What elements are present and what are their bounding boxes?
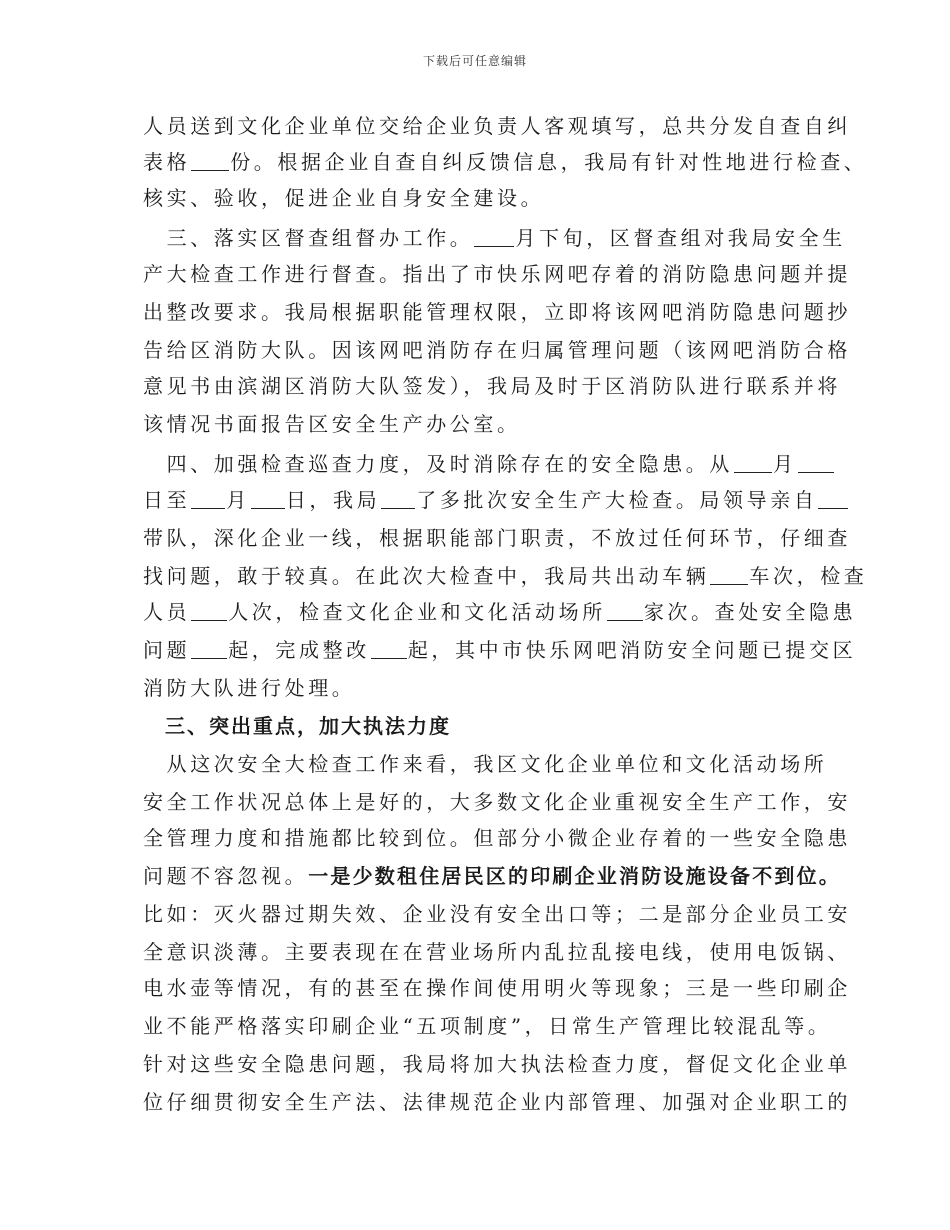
text-line: 带队，深化企业一线，根据职能部门职责，不放过任何环节，仔细查 [143, 526, 851, 550]
text-line: 表格 份。根据企业自查自纠反馈信息，我局有针对性地进行检查、 [143, 150, 868, 174]
fill-in-blank[interactable] [818, 490, 848, 509]
text-line: 该情况书面报告区安全生产办公室。 [143, 412, 521, 436]
fill-in-blank[interactable] [191, 152, 229, 171]
bold-highlight: 一是少数租住居民区的印刷企业消防设施设备不到位。 [308, 864, 842, 888]
fill-in-blank[interactable] [607, 602, 643, 621]
text-line: 人员送到文化企业单位交给企业负责人客观填写，总共分发自查自纠 [143, 114, 851, 138]
text-line: 找问题，敢于较真。在此次大检查中，我局共出动车辆 车次，检查 [143, 564, 868, 588]
text-line: 告给区消防大队。因该网吧消防存在归属管理问题（该网吧消防合格 [143, 338, 851, 362]
fill-in-blank[interactable] [798, 454, 834, 473]
fill-in-blank[interactable] [474, 228, 514, 247]
text-line: 三、落实区督查组督办工作。 月下旬，区督查组对我局安全生 [143, 226, 846, 250]
text-line: 位仔细贯彻安全生产法、法律规范企业内部管理、加强对企业职工的 [143, 1090, 851, 1114]
text-line: 安全工作状况总体上是好的，大多数文化企业重视安全生产工作，安 [143, 790, 851, 814]
text-line: 全意识淡薄。主要表现在在营业场所内乱拉乱接电线，使用电饭锅、 [143, 940, 851, 964]
text-line: 比如：灭火器过期失效、企业没有安全出口等；二是部分企业员工安 [143, 902, 851, 926]
fill-in-blank[interactable] [381, 490, 415, 509]
fill-in-blank[interactable] [371, 640, 407, 659]
text-line: 从这次安全大检查工作来看，我区文化企业单位和文化活动场所 [143, 752, 828, 776]
text-line: 消防大队进行处理。 [143, 676, 356, 700]
text-line: 问题不容忽视。一是少数租住居民区的印刷企业消防设施设备不到位。 [143, 864, 842, 888]
text-line: 日至 月 日，我局 了多批次安全生产大检查。局领导亲自 [143, 480, 849, 520]
fill-in-blank[interactable] [251, 490, 285, 509]
text-line: 业不能严格落实印刷企业“五项制度”，日常生产管理比较混乱等。 [143, 1014, 832, 1038]
fill-in-blank[interactable] [734, 454, 772, 473]
text-line: 人员 人次，检查文化企业和文化活动场所 家次。查处安全隐患 [143, 600, 857, 624]
fill-in-blank[interactable] [191, 490, 225, 509]
text-line: 电水壶等情况，有的甚至在操作间使用明火等现象；三是一些印刷企 [143, 976, 851, 1000]
fill-in-blank[interactable] [191, 602, 227, 621]
text-line: 四、加强检查巡查力度，及时消除存在的安全隐患。从 月 [143, 444, 835, 484]
page-header-note: 下载后可任意编辑 [422, 54, 527, 68]
text-line: 产大检查工作进行督查。指出了市快乐网吧存着的消防隐患问题并提 [143, 262, 851, 286]
fill-in-blank[interactable] [710, 566, 748, 585]
text-line: 核实、验收，促进企业自身安全建设。 [143, 186, 545, 210]
text-line: 意见书由滨湖区消防大队签发），我局及时于区消防队进行联系并将 [143, 374, 841, 398]
section-heading: 三、突出重点，加大执法力度 [143, 714, 451, 738]
text-line: 针对这些安全隐患问题，我局将加大执法检查力度，督促文化企业单 [143, 1052, 851, 1076]
text-line: 问题 起，完成整改 起，其中市快乐网吧消防安全问题已提交区 [143, 638, 857, 662]
text-line: 全管理力度和措施都比较到位。但部分小微企业存着的一些安全隐患 [143, 826, 851, 850]
fill-in-blank[interactable] [191, 640, 227, 659]
text-line: 出整改要求。我局根据职能管理权限，立即将该网吧消防隐患问题抄 [143, 300, 851, 324]
